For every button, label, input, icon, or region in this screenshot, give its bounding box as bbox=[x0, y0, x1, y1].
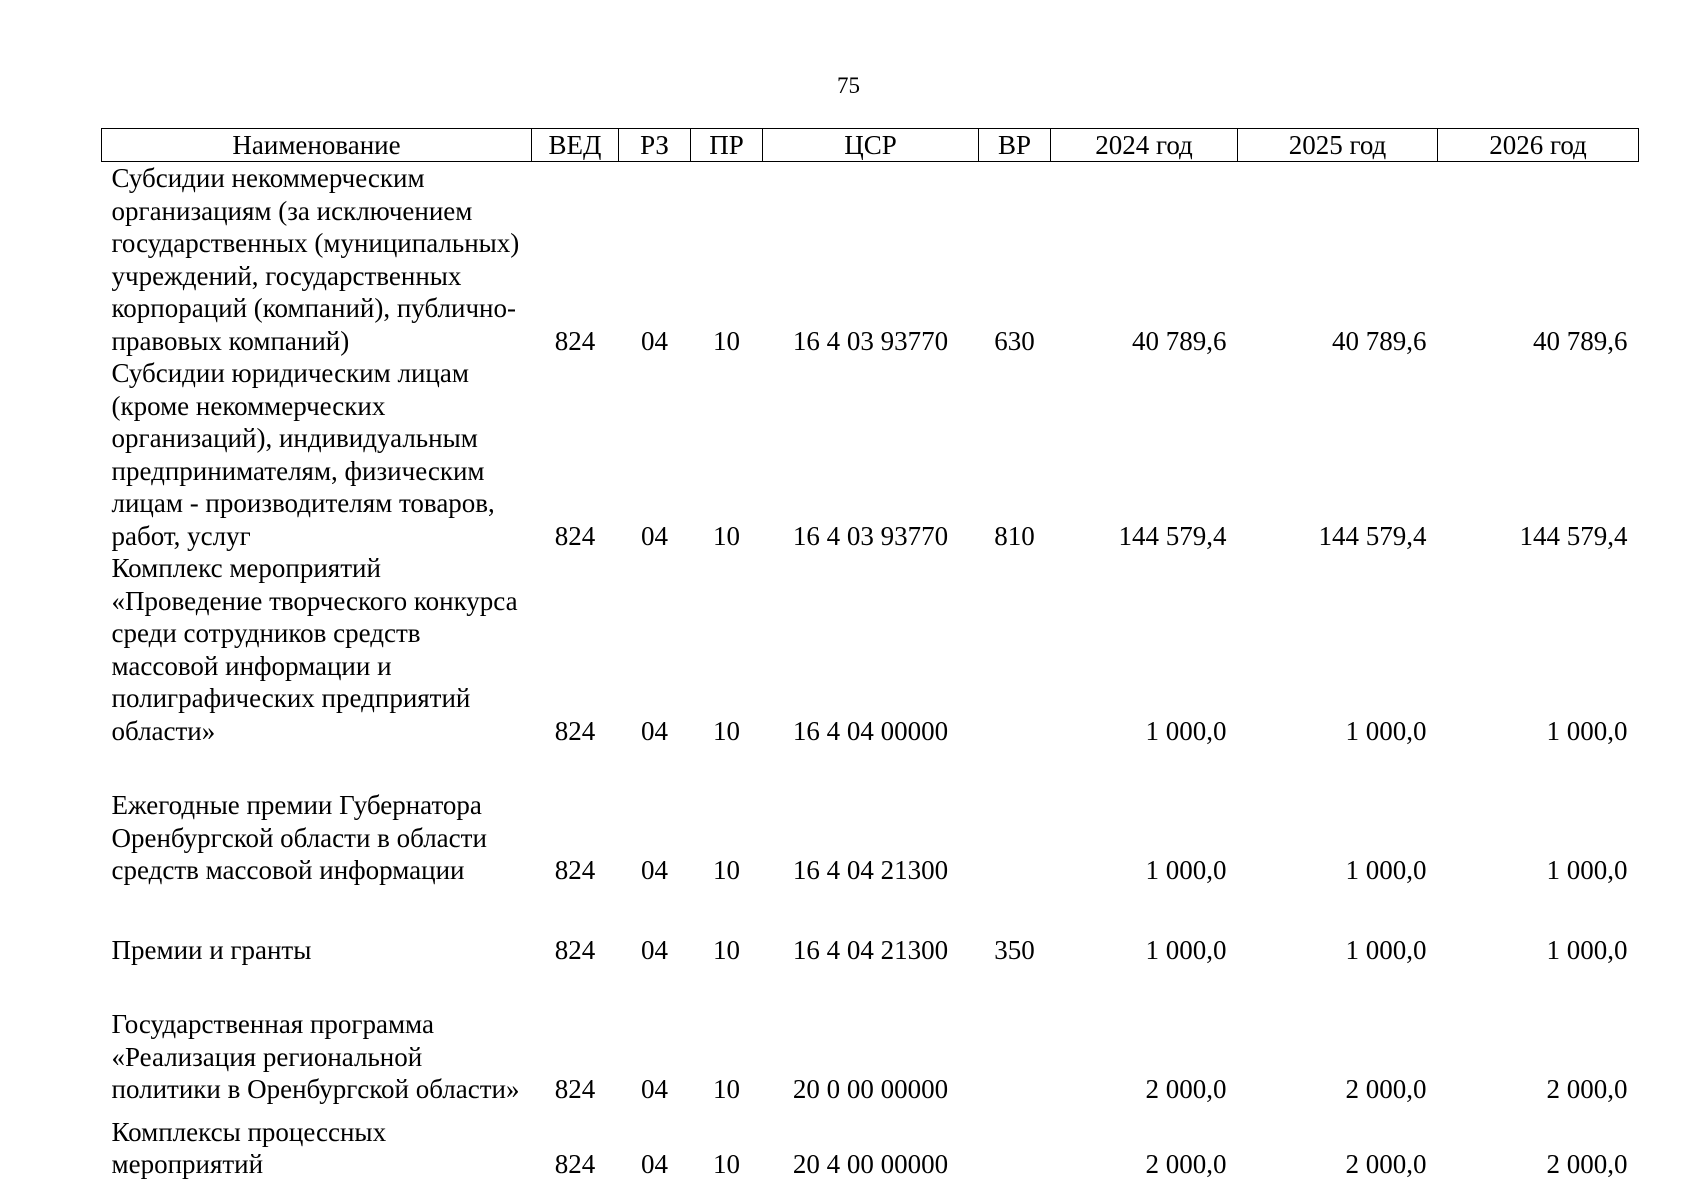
row-2024: 40 789,6 bbox=[1132, 325, 1227, 356]
row-vr bbox=[979, 789, 1051, 887]
row-vr: 350 bbox=[994, 934, 1035, 965]
table-header-row bbox=[102, 129, 1639, 162]
row-ved: 824 bbox=[554, 934, 596, 965]
row-2025: 1 000,0 bbox=[1345, 855, 1427, 885]
table-row bbox=[102, 1008, 1639, 1106]
row-name: Комплексы процессных мероприятий bbox=[111, 1116, 387, 1179]
row-2024: 1 000,0 bbox=[1145, 855, 1227, 885]
row-2025: 2 000,0 bbox=[1345, 1074, 1427, 1104]
row-rz: 04 bbox=[641, 715, 668, 746]
header-pr: ПР bbox=[691, 129, 763, 162]
row-2026: 1 000,0 bbox=[1546, 715, 1628, 746]
row-ved: 824 bbox=[554, 855, 596, 885]
table-row bbox=[102, 552, 1639, 747]
row-name: Субсидии юридическим лицам (кроме некоммерческих организаций), индивидуальным предпринимателям, физическим лицам - производителям товаров, работ, услуг bbox=[111, 358, 495, 551]
row-2025: 1 000,0 bbox=[1345, 715, 1427, 746]
row-csr: 16 4 03 93770 bbox=[792, 325, 949, 356]
header-2024: 2024 год bbox=[1051, 129, 1238, 162]
row-ved: 824 bbox=[554, 1149, 596, 1179]
header-rz: РЗ bbox=[619, 129, 691, 162]
row-rz: 04 bbox=[641, 855, 668, 885]
row-csr: 20 4 00 00000 bbox=[792, 1149, 949, 1179]
row-ved: 824 bbox=[554, 715, 596, 746]
row-vr: 630 bbox=[994, 325, 1035, 356]
row-ved: 824 bbox=[554, 1074, 596, 1104]
row-name: Государственная программа «Реализация региональной политики в Оренбургской области» bbox=[111, 1009, 520, 1104]
row-ved: 824 bbox=[554, 520, 596, 551]
row-name: Ежегодные премии Губернатора Оренбургской области в области средств массовой информации bbox=[111, 790, 487, 885]
header-name: Наименование bbox=[102, 129, 532, 162]
row-pr: 10 bbox=[713, 520, 740, 551]
row-2024: 2 000,0 bbox=[1145, 1149, 1227, 1179]
row-2025: 2 000,0 bbox=[1345, 1149, 1427, 1179]
budget-table bbox=[101, 128, 1639, 1181]
row-2026: 2 000,0 bbox=[1546, 1074, 1628, 1104]
header-ved: ВЕД bbox=[532, 129, 619, 162]
table-row bbox=[102, 162, 1639, 358]
row-pr: 10 bbox=[713, 855, 740, 885]
row-2025: 40 789,6 bbox=[1332, 325, 1427, 356]
table-row bbox=[102, 1116, 1639, 1181]
row-2026: 40 789,6 bbox=[1533, 325, 1628, 356]
table-row bbox=[102, 934, 1639, 967]
row-rz: 04 bbox=[641, 1149, 668, 1179]
row-vr bbox=[979, 1116, 1051, 1181]
row-csr: 20 0 00 00000 bbox=[792, 1074, 949, 1104]
row-csr: 16 4 03 93770 bbox=[792, 520, 949, 551]
row-name: Субсидии некоммерческим организациям (за исключением государственных (муниципальных) учреждений, государственных корпораций (компаний), публично-правовых компаний) bbox=[111, 163, 520, 356]
row-vr bbox=[979, 552, 1051, 747]
header-vr: ВР bbox=[979, 129, 1051, 162]
row-rz: 04 bbox=[641, 520, 668, 551]
row-pr: 10 bbox=[713, 934, 740, 965]
row-rz: 04 bbox=[641, 325, 668, 356]
row-vr: 810 bbox=[994, 520, 1035, 551]
page-number: 75 bbox=[837, 73, 860, 98]
table-row bbox=[102, 789, 1639, 887]
row-pr: 10 bbox=[713, 1149, 740, 1179]
row-spacer bbox=[102, 747, 1639, 789]
table-row bbox=[102, 357, 1639, 552]
row-csr: 16 4 04 00000 bbox=[792, 715, 949, 746]
row-spacer bbox=[102, 966, 1639, 1008]
row-2026: 144 579,4 bbox=[1519, 520, 1628, 551]
row-spacer bbox=[102, 887, 1639, 934]
row-2026: 1 000,0 bbox=[1546, 934, 1628, 965]
row-2026: 1 000,0 bbox=[1546, 855, 1628, 885]
row-pr: 10 bbox=[713, 1074, 740, 1104]
row-spacer bbox=[102, 1106, 1639, 1116]
header-csr: ЦСР bbox=[763, 129, 979, 162]
row-rz: 04 bbox=[641, 1074, 668, 1104]
row-csr: 16 4 04 21300 bbox=[792, 855, 949, 885]
row-2026: 2 000,0 bbox=[1546, 1149, 1628, 1179]
row-vr bbox=[979, 1008, 1051, 1106]
row-2024: 144 579,4 bbox=[1118, 520, 1227, 551]
row-name: Премии и гранты bbox=[111, 934, 312, 965]
header-2026: 2026 год bbox=[1438, 129, 1639, 162]
row-2024: 1 000,0 bbox=[1145, 715, 1227, 746]
row-2025: 1 000,0 bbox=[1345, 934, 1427, 965]
row-2025: 144 579,4 bbox=[1318, 520, 1427, 551]
row-pr: 10 bbox=[713, 715, 740, 746]
row-name: Комплекс мероприятий «Проведение творческого конкурса среди сотрудников средств массовой информации и полиграфических предприятий области» bbox=[111, 553, 518, 746]
row-rz: 04 bbox=[641, 934, 668, 965]
row-2024: 1 000,0 bbox=[1145, 934, 1227, 965]
header-2025: 2025 год bbox=[1238, 129, 1438, 162]
row-ved: 824 bbox=[554, 325, 596, 356]
row-csr: 16 4 04 21300 bbox=[792, 934, 949, 965]
row-pr: 10 bbox=[713, 325, 740, 356]
row-2024: 2 000,0 bbox=[1145, 1074, 1227, 1104]
